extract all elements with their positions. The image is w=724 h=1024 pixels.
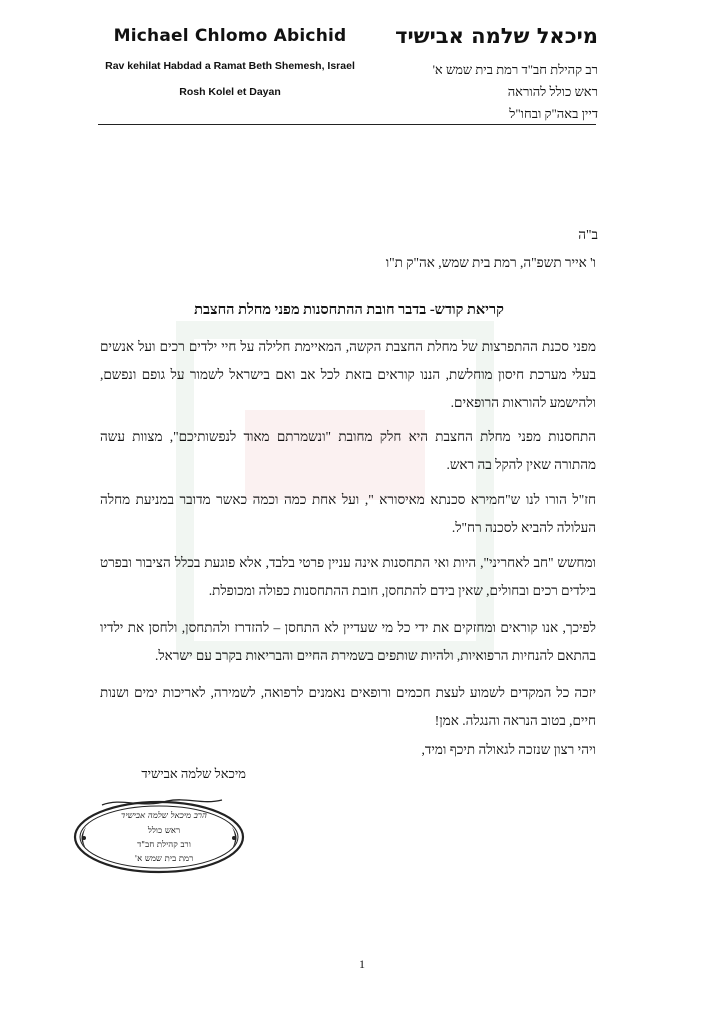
- letterhead-divider: [98, 124, 596, 125]
- rabbi-name-hebrew: מיכאל שלמה אבישיד: [395, 24, 598, 48]
- paragraph: חז"ל הורו לנו ש"חמירא סכנתא מאיסורא ", ועל אחת כמה וכמה כאשר מדובר במניעת מחלה העלולה להביא לסכנה רח"ל.: [100, 492, 596, 535]
- dayan-title-hebrew: דיין באה"ק ובחו"ל: [509, 106, 598, 121]
- stamp-line-1: הרב מיכאל שלמה אבישיד: [121, 811, 207, 821]
- paragraph: יזכה כל המקדים לשמוע לעצת חכמים ורופאים נאמנים לרפואה, לשמירה, לאריכות ימים ושנות חיים, בטוב הנראה והנגלה. אמן!: [100, 685, 596, 728]
- paragraph: לפיכך, אנו קוראים ומחזקים את ידי כל מי שעדיין לא התחסן – להזדרז ולהתחסן, ולחסן את ילדיו בהתאם להנחיות הרפואיות, ולהיות שותפים בשמירת החיים והבריאות בקרב עם ישראל.: [100, 620, 596, 663]
- stamp-line-4: רמת בית שמש א': [134, 854, 194, 864]
- paragraph: מפני סכנת ההתפרצות של מחלת החצבת הקשה, המאיימת חלילה על חיי ילדים רכים ועל אנשים בעלי מערכת חיסון מוחלשת, הננו קוראים בזאת לכל אב ואם בישראל לשמור על גופם ונפשם, ולהישמע להוראות הרופאים.: [100, 339, 596, 410]
- stamp-line-3: ורב קהילת חב"ד: [137, 840, 191, 850]
- paragraph: ומחשש "חב לאחריני", היות ואי התחסנות אינה עניין פרטי בלבד, אלא פוגעת בכלל הציבור ובפרט בילדים רכים ובחולים, שאין בידם להתחסן, חובת ההתחסנות כפולה ומכופלת.: [100, 555, 596, 598]
- stamp-line-2: ראש כולל: [147, 826, 181, 836]
- bh-heading: ב"ה: [578, 227, 598, 242]
- rabbi-name-english: Michael Chlomo Abichid: [113, 26, 347, 46]
- letterhead-hebrew: [395, 24, 598, 123]
- position-english: Rav kehilat Habdad a Ramat Beth Shemesh, Israel: [105, 60, 355, 72]
- rabbinical-stamp: [72, 795, 247, 875]
- signature-name: מיכאל שלמה אבישיד: [141, 766, 246, 781]
- letter-date: ו' אייר תשפ"ה, רמת בית שמש, אה"ק ת"ו: [385, 255, 596, 270]
- kolel-title-hebrew: ראש כולל להוראה: [507, 84, 598, 99]
- letter-title: קריאת קודש- בדבר חובת ההתחסנות מפני מחלת החצבת: [194, 302, 504, 318]
- letterhead-english: [100, 26, 360, 98]
- closing-blessing: ויהי רצון שנזכה לגאולה תיכף ומיד,: [421, 742, 596, 757]
- position-hebrew: רב קהילת חב"ד רמת בית שמש א': [432, 62, 598, 77]
- title-english: Rosh Kolel et Dayan: [179, 86, 281, 98]
- page-number: 1: [359, 957, 365, 971]
- paragraph: התחסנות מפני מחלת החצבת היא חלק מחובת "ונשמרתם מאוד לנפשותיכם", מצוות עשה מהתורה שאין להקל בה ראש.: [100, 429, 596, 472]
